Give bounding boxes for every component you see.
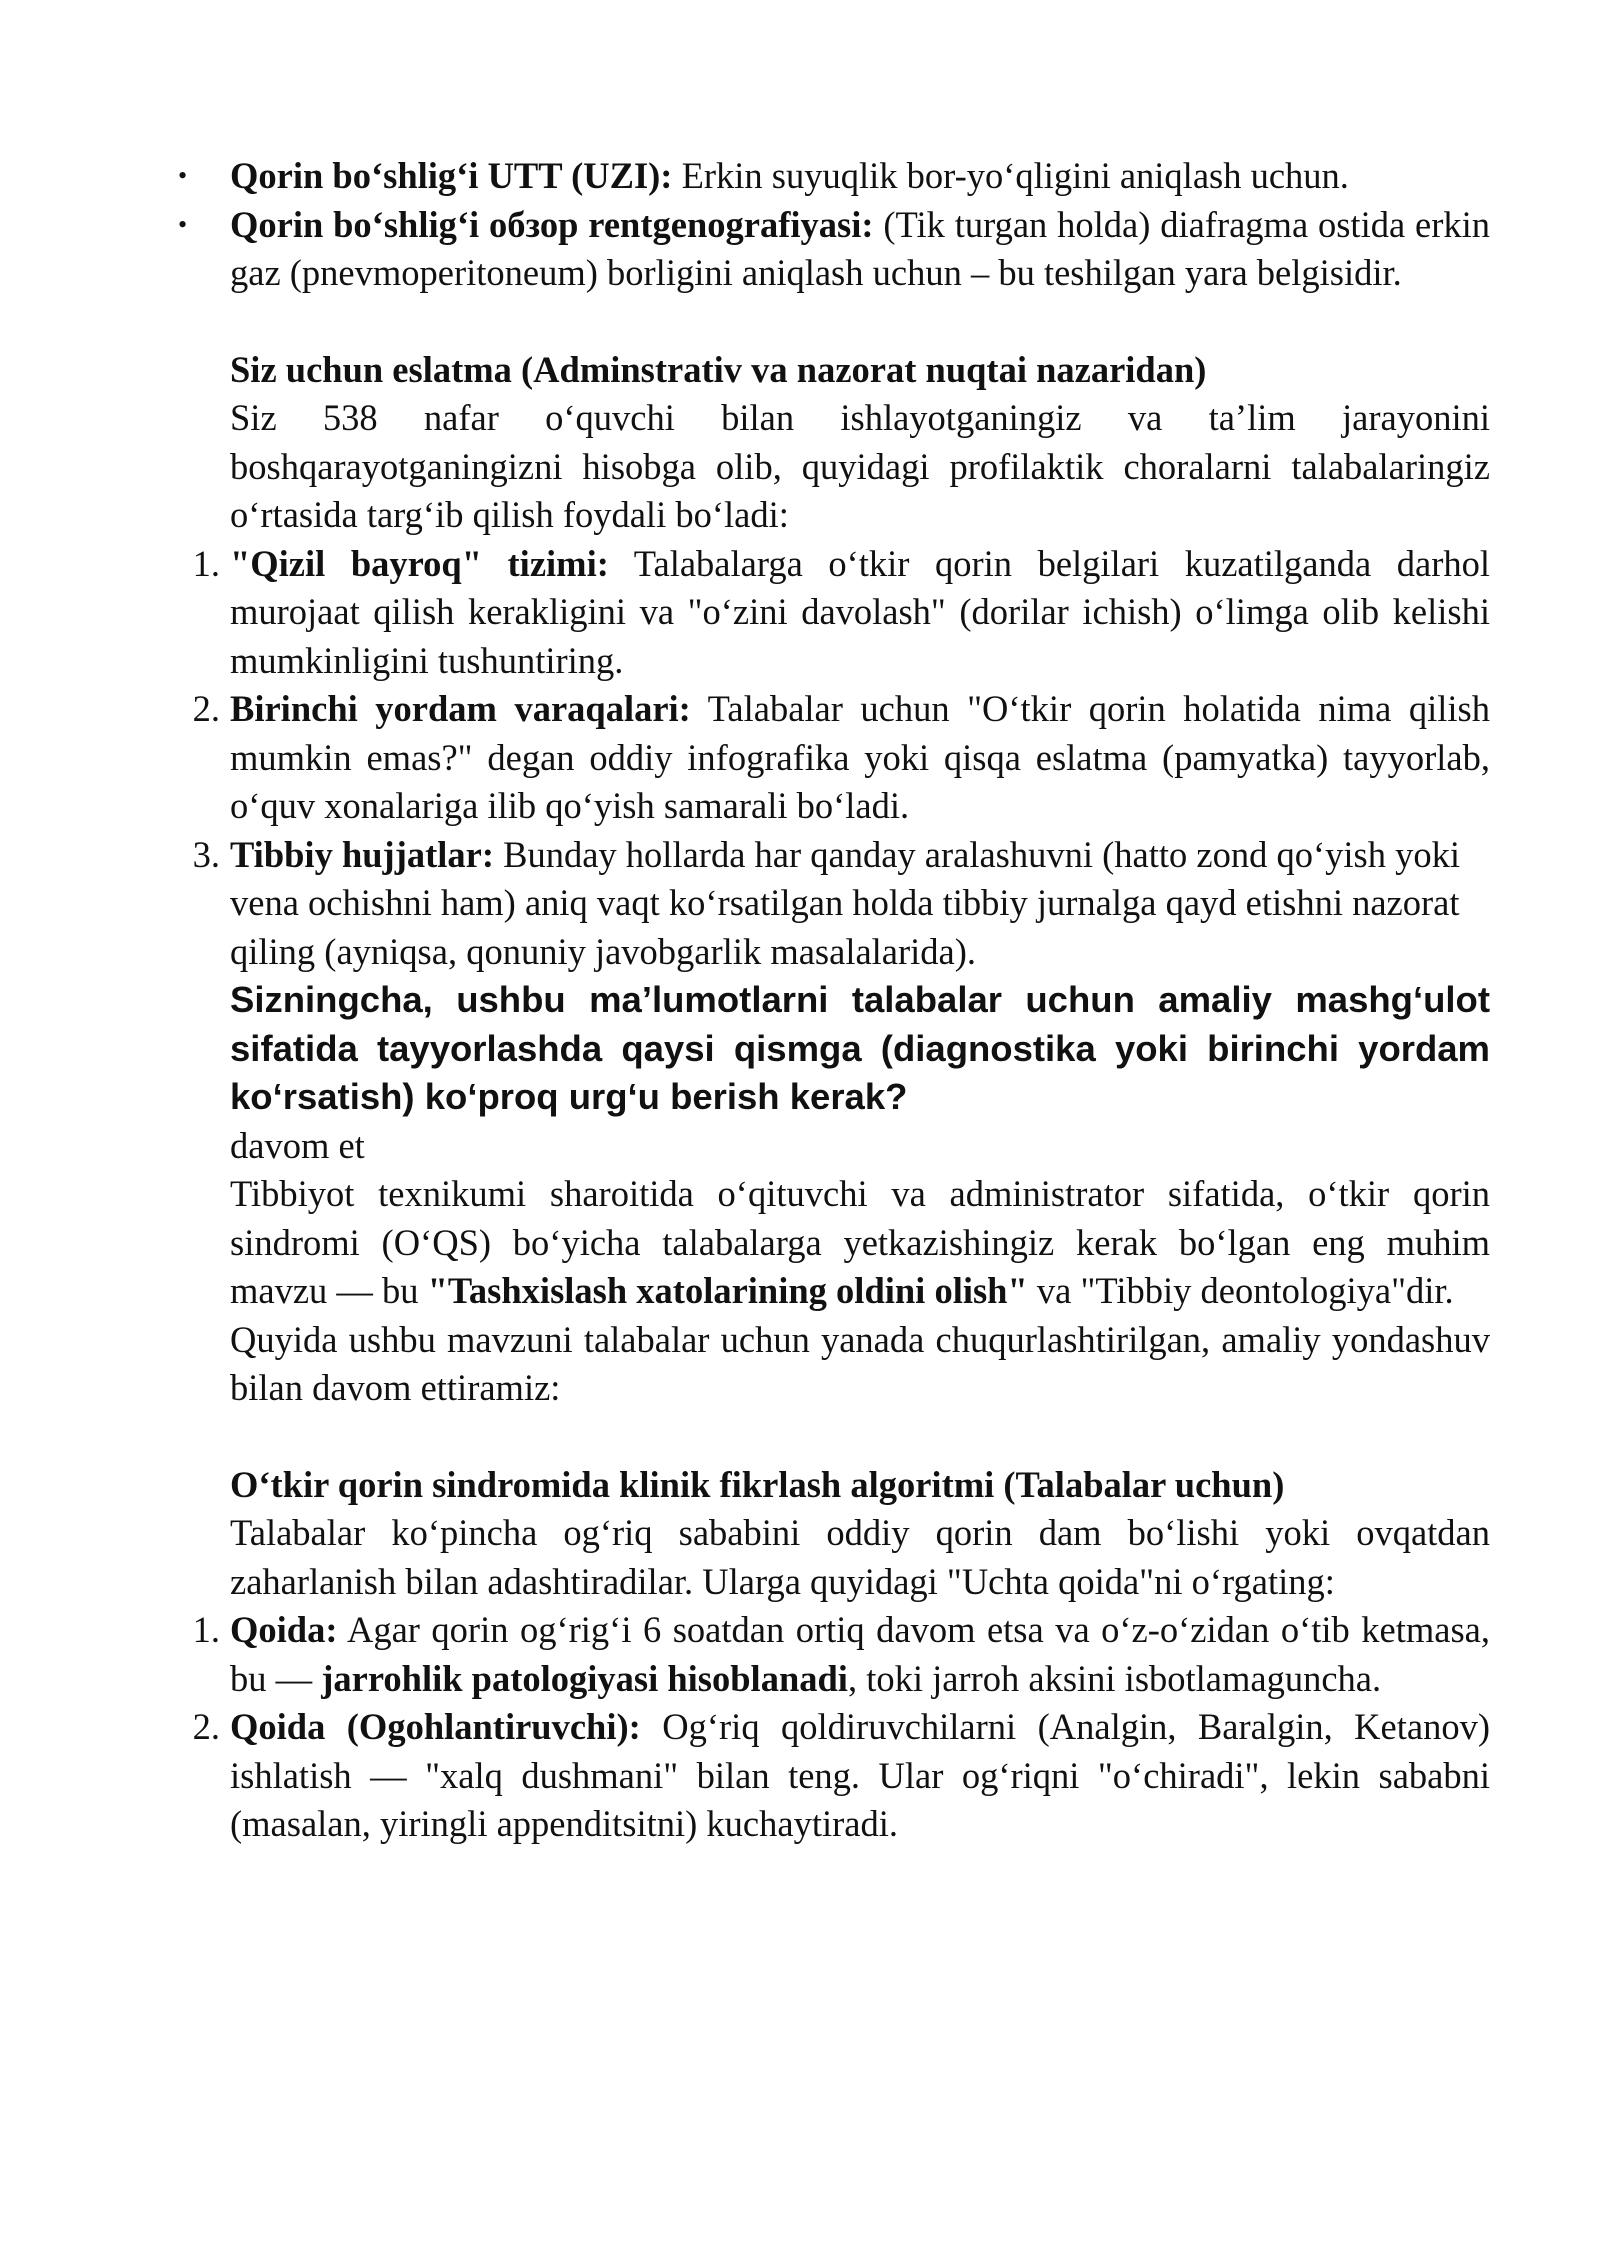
- item-text: Talabalar uchun "O‘tkir qorin holatida nima qilish mumkin emas?" degan oddiy infografika yoki qisqa eslatma (pamyatka) tayyorlab, o‘quv xonalariga ilib qo‘yish samarali bo‘ladi.: [230, 688, 1490, 826]
- item-number: 1.: [192, 1609, 220, 1650]
- spacer: [230, 1413, 1490, 1461]
- bullet-item-rentgen: [178, 201, 1490, 298]
- algorithm-item: [192, 1703, 1490, 1849]
- continue-text: Quyida ushbu mavzuni talabalar uchun yanada chuqurlashtirilgan, amaliy yondashuv bilan davom ettiramiz:: [230, 1318, 1490, 1408]
- bullet-icon: •: [178, 161, 188, 190]
- item-bold: "Qizil bayroq" tizimi:: [230, 542, 609, 584]
- bullet-icon: •: [178, 209, 188, 239]
- reminder-item: [192, 831, 1490, 977]
- bullet-text: Erkin suyuqlik bor-yo‘qligini aniqlash uchun.: [672, 155, 1349, 196]
- reminder-question: Sizningcha, ushbu ma’lumotlarni talabalar uchun amaliy mashg‘ulot sifatida tayyorlashda qaysi qismga (diagnostika yoki birinchi yordam ko‘rsatish) ko‘proq urg‘u berish kerak?: [230, 979, 1490, 1117]
- reminder-title: Siz uchun eslatma (Adminstrativ va nazorat nuqtai nazaridan): [230, 348, 1207, 390]
- algorithm-intro: Talabalar ko‘pincha og‘riq sababini oddiy qorin dam bo‘lishi yoki ovqatdan zaharlanish bilan adashtiradilar. Ularga quyidagi "Uchta qoida"ni o‘rgating:: [230, 1512, 1490, 1602]
- item-bold: Birinchi yordam varaqalari:: [230, 688, 691, 729]
- item-number: 1.: [192, 542, 220, 584]
- bullet-item-utt: [178, 152, 1490, 201]
- algorithm-title: O‘tkir qorin sindromida klinik fikrlash algoritmi (Talabalar uchun): [230, 1463, 1285, 1505]
- item-number: 2.: [192, 688, 220, 729]
- item-number: 2.: [192, 1706, 220, 1747]
- item-number: 3.: [192, 833, 220, 875]
- item-text: Agar qorin og‘rig‘i 6 soatdan ortiq davom etsa va o‘z-o‘zidan o‘tib ketmasa, bu —: [230, 1609, 1490, 1699]
- item-bold-mid: jarrohlik patologiyasi hisoblanadi: [321, 1657, 848, 1699]
- bullet-bold: Qorin bo‘shlig‘i UTT (UZI):: [230, 155, 673, 196]
- item-bold: Qoida (Ogohlantiruvchi):: [230, 1706, 641, 1747]
- algorithm-item: [192, 1606, 1490, 1703]
- item-bold: Qoida:: [230, 1609, 338, 1650]
- reminder-item: [192, 685, 1490, 831]
- item-text-end: , toki jarroh aksini isbotlamaguncha.: [847, 1657, 1382, 1699]
- bullet-text: (Tik turgan holda) diafragma ostida erkin gaz (pnevmoperitoneum) borligini aniqlash uchun – bu teshilgan yara belgisidir.: [230, 203, 1490, 293]
- reminder-intro: Siz 538 nafar o‘quvchi bilan ishlayotganingiz va ta’lim jarayonini boshqarayotganingizni hisobga olib, quyidagi profilaktik choralarni talabalaringiz o‘rtasida targ‘ib qilish foydali bo‘ladi:: [230, 397, 1490, 535]
- item-bold: Tibbiy hujjatlar:: [230, 833, 495, 875]
- bullet-bold: Qorin bo‘shlig‘i обзор rentgenografiyasi:: [230, 203, 874, 245]
- item-text: Talabalarga o‘tkir qorin belgilari kuzatilganda darhol murojaat qilish kerakligini va "o‘zini davolash" (dorilar ichish) o‘limga olib kelishi mumkinligini tushuntiring.: [230, 542, 1490, 681]
- continue-label: davom et: [230, 1124, 365, 1166]
- spacer: [230, 298, 1490, 346]
- reminder-item: [192, 540, 1490, 686]
- context-paragraph: Tibbiyot texnikumi sharoitida o‘qituvchi va administrator sifatida, o‘tkir qorin sindromi (O‘QS) bo‘yicha talabalarga yetkazishingiz kerak bo‘lgan eng muhim mavzu — bu "Tashxislash xatolarining oldini olish" va "Tibbiy deontologiya"dir.: [230, 1173, 1490, 1311]
- item-text: Og‘riq qoldiruvchilarni (Analgin, Baralgin, Ketanov) ishlatish — "xalq dushmani" bilan teng. Ular og‘riqni "o‘chiradi", lekin sababni (masalan, yiringli appenditsitni) kuchaytiradi.: [230, 1706, 1490, 1844]
- item-text: Bunday hollarda har qanday aralashuvni (hatto zond qo‘yish yoki vena ochishni ham) aniq vaqt ko‘rsatilgan holda tibbiy jurnalga qayd etishni nazorat qiling (ayniqsa, qonuniy javobgarlik masalalarida).: [230, 833, 1461, 972]
- document-content: [178, 152, 1490, 1849]
